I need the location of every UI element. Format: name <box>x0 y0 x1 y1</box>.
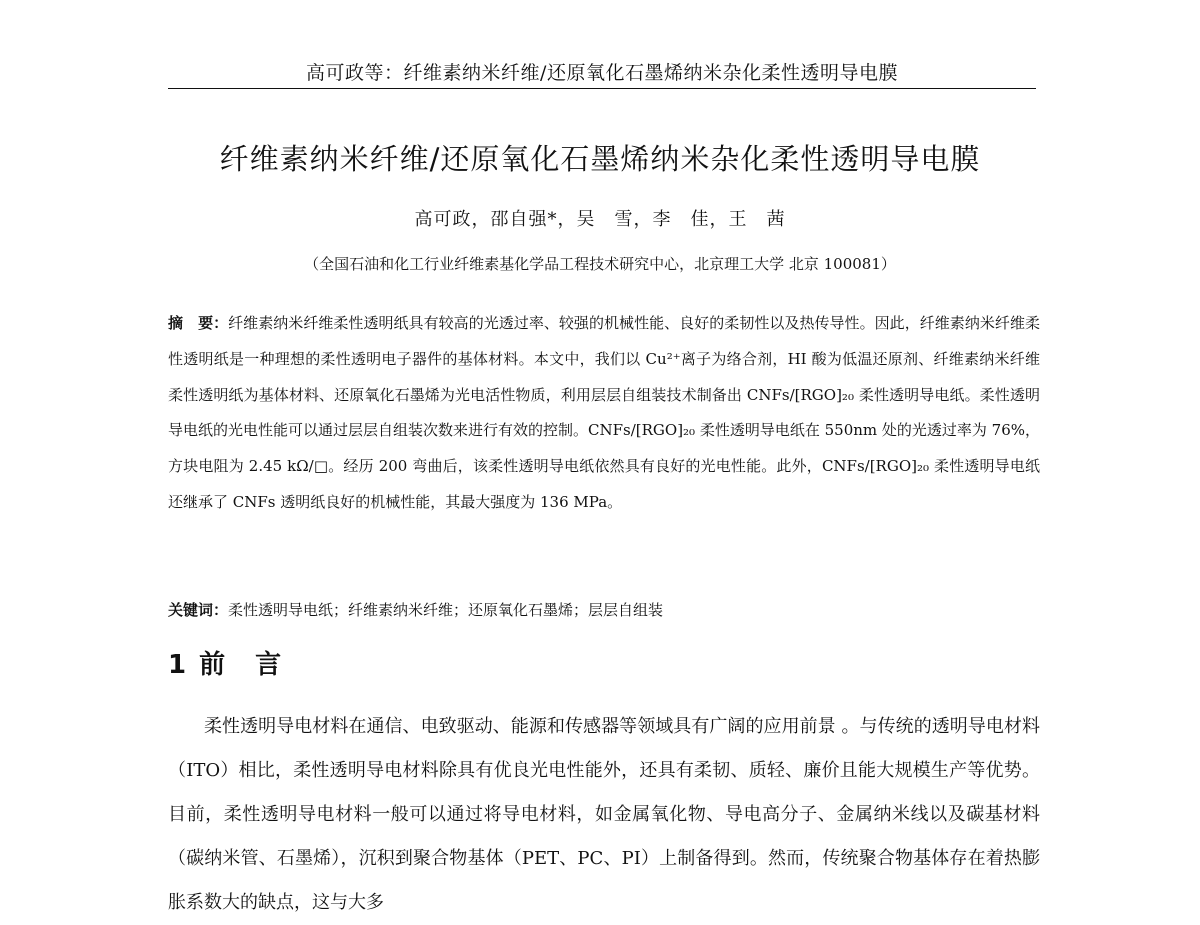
affiliation: （全国石油和化工行业纤维素基化学品工程技术研究中心，北京理工大学 北京 100081） <box>304 255 896 273</box>
keywords-text: 柔性透明导电纸；纤维素纳米纤维；还原氧化石墨烯；层层自组装 <box>228 601 664 619</box>
keywords-label: 关键词： <box>168 601 229 619</box>
keywords <box>168 595 1040 625</box>
section-heading-introduction: 1 前 言 <box>168 650 284 680</box>
author-list: 高可政，邵自强*，吴 雪，李 佳，王 茜 <box>414 209 786 230</box>
running-header: 高可政等：纤维素纳米纤维/还原氧化石墨烯纳米杂化柔性透明导电膜 <box>306 62 898 84</box>
header-rule <box>168 88 1036 89</box>
introduction-paragraph: 柔性透明导电材料在通信、电致驱动、能源和传感器等领域具有广阔的应用前景 。与传统的透明导电材料（ITO）相比，柔性透明导电材料除具有优良光电性能外，还具有柔韧、质轻、廉价且能大规模生产等优势。目前，柔性透明导电材料一般可以通过将导电材料，如金属氧化物、导电高分子、金属纳米线以及碳基材料（碳纳米管、石墨烯），沉积到聚合物基体（PET、PC、PI）上制备得到。然而，传统聚合物基体存在着热膨胀系数大的缺点，这与大多 <box>168 716 1040 913</box>
abstract <box>168 306 1040 521</box>
paper-title: 纤维素纳米纤维/还原氧化石墨烯纳米杂化柔性透明导电膜 <box>219 142 981 176</box>
abstract-label: 摘 要： <box>168 314 229 332</box>
abstract-text: 纤维素纳米纤维柔性透明纸具有较高的光透过率、较强的机械性能、良好的柔韧性以及热传导性。因此，纤维素纳米纤维柔性透明纸是一种理想的柔性透明电子器件的基体材料。本文中，我们以 Cu²⁺离子为络合剂，HI 酸为低温还原剂、纤维素纳米纤维柔性透明纸为基体材料、还原氧化石墨烯为光电活性物质，利用层层自组装技术制备出 CNFs/[RGO]₂₀ 柔性透明导电纸。柔性透明导电纸的光电性能可以通过层层自组装次数来进行有效的控制。CNFs/[RGO]₂₀ 柔性透明导电纸在 550nm 处的光透过率为 76%，方块电阻为 2.45 kΩ/□。经历 200 弯曲后，该柔性透明导电纸依然具有良好的光电性能。此外，CNFs/[RGO]₂₀ 柔性透明导电纸还继承了 CNFs 透明纸良好的机械性能，其最大强度为 136 MPa。 <box>168 314 1040 511</box>
